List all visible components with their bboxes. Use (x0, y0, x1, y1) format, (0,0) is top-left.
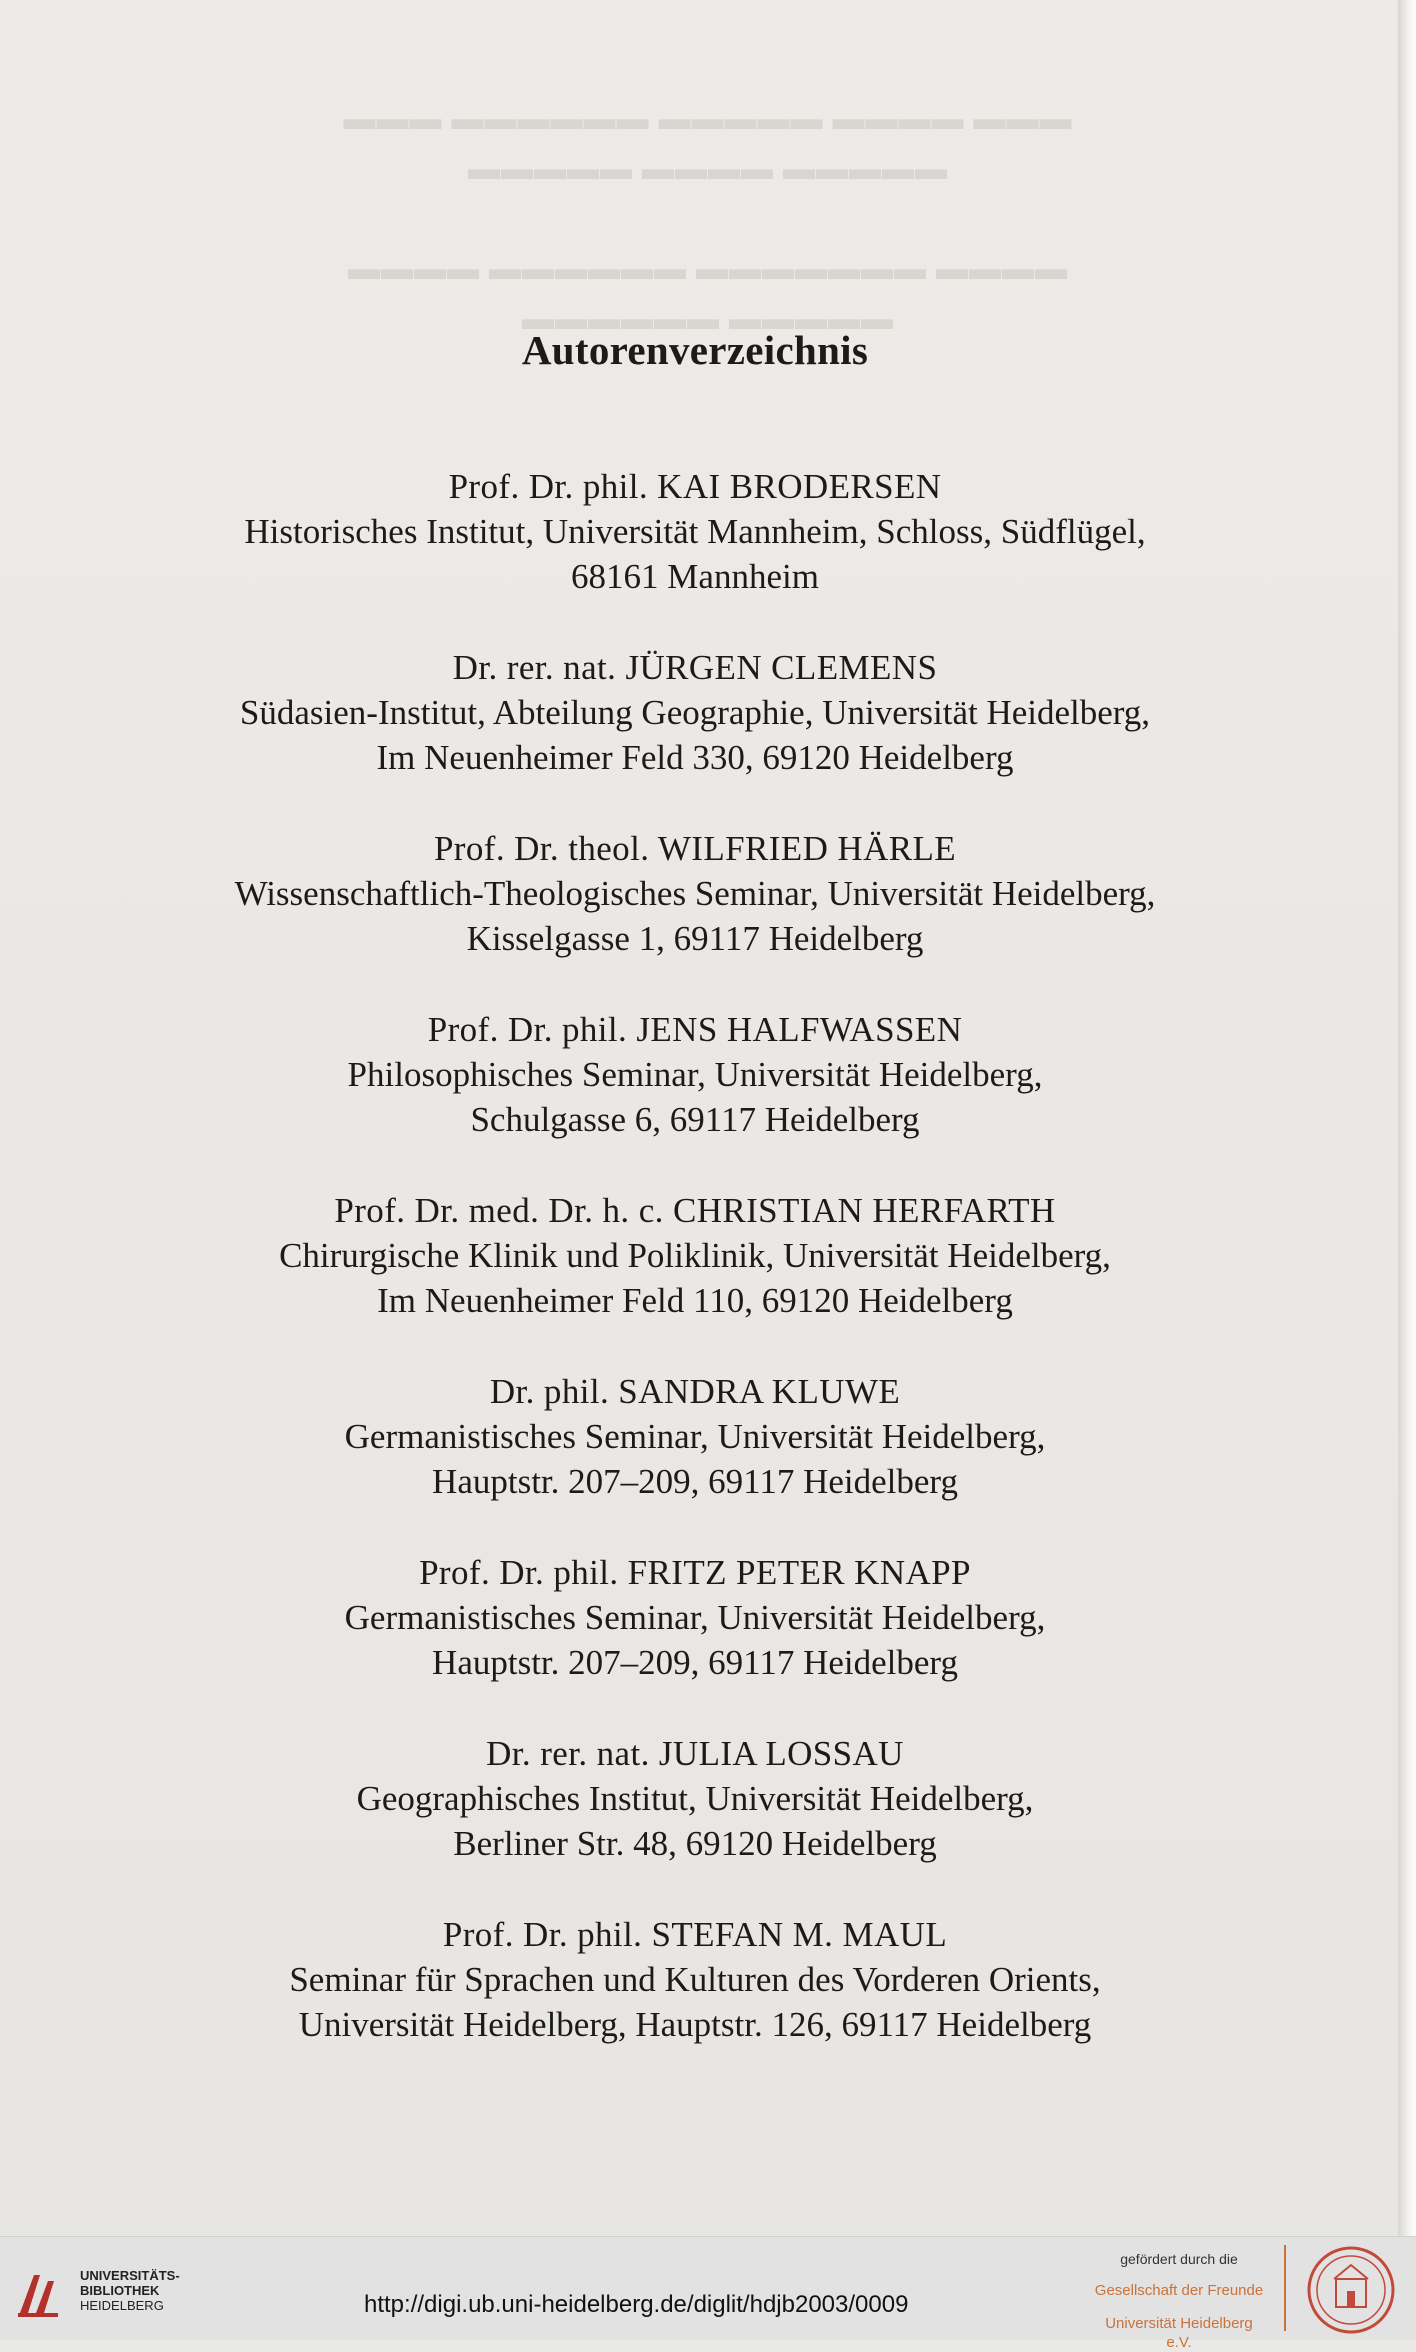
author-affiliation: Geographisches Institut, Universität Heidelberg, (356, 1779, 1034, 1818)
author-affiliation: Südasien-Institut, Abteilung Geographie, Universität Heidelberg, (239, 693, 1151, 732)
ub-heidelberg-logo-icon (14, 2267, 64, 2319)
author-name: Dr. rer. nat. JULIA LOSSAU (486, 1734, 904, 1773)
author-address: Universität Heidelberg, Hauptstr. 126, 69117 Heidelberg (298, 2005, 1092, 2044)
author-list (0, 464, 1390, 2093)
author-affiliation: Seminar für Sprachen und Kulturen des Vorderen Orients, (289, 1960, 1101, 1999)
library-name-line: BIBLIOTHEK (80, 2283, 160, 2298)
author-name: Prof. Dr. phil. KAI BRODERSEN (448, 467, 942, 506)
author-name: Dr. rer. nat. JÜRGEN CLEMENS (452, 648, 938, 687)
sponsor-org-line: Gesellschaft der Freunde (1094, 2282, 1264, 2299)
author-address: Im Neuenheimer Feld 110, 69120 Heidelberg (377, 1281, 1013, 1320)
library-name (80, 2268, 180, 2313)
author-entry (0, 1550, 1390, 1731)
page-edge (1398, 0, 1416, 2236)
author-entry (0, 1188, 1390, 1369)
page-title: Autorenverzeichnis (521, 327, 869, 373)
library-name-line: UNIVERSITÄTS- (80, 2268, 180, 2283)
author-name: Prof. Dr. phil. JENS HALFWASSEN (427, 1010, 963, 1049)
permalink-url[interactable]: http://digi.ub.uni-heidelberg.de/diglit/hdjb2003/0009 (364, 2291, 909, 2318)
author-affiliation: Wissenschaftlich-Theologisches Seminar, Universität Heidelberg, (234, 874, 1156, 913)
author-entry (0, 1912, 1390, 2093)
author-affiliation: Historisches Institut, Universität Mannheim, Schloss, Südflügel, (244, 512, 1146, 551)
sponsor-divider (1284, 2245, 1286, 2331)
author-entry (0, 1731, 1390, 1912)
author-name: Prof. Dr. med. Dr. h. c. CHRISTIAN HERFARTH (334, 1191, 1056, 1230)
sponsor-label: gefördert durch die (1120, 2251, 1238, 2267)
author-address: Schulgasse 6, 69117 Heidelberg (470, 1100, 920, 1139)
author-entry (0, 645, 1390, 826)
author-address: Berliner Str. 48, 69120 Heidelberg (453, 1824, 937, 1863)
author-affiliation: Philosophisches Seminar, Universität Heidelberg, (347, 1055, 1043, 1094)
author-entry (0, 1007, 1390, 1188)
author-address: Hauptstr. 207–209, 69117 Heidelberg (432, 1643, 958, 1682)
author-affiliation: Germanistisches Seminar, Universität Heidelberg, (344, 1598, 1046, 1637)
sponsor-org-line: Universität Heidelberg e.V. (1105, 2315, 1253, 2351)
author-address: Im Neuenheimer Feld 330, 69120 Heidelberg (376, 738, 1014, 777)
author-entry (0, 464, 1390, 645)
author-name: Prof. Dr. theol. WILFRIED HÄRLE (433, 829, 957, 868)
author-address: 68161 Mannheim (571, 557, 819, 596)
author-entry (0, 826, 1390, 1007)
author-address: Kisselgasse 1, 69117 Heidelberg (466, 919, 924, 958)
university-seal-icon (1306, 2245, 1396, 2335)
library-name-line: HEIDELBERG (80, 2298, 164, 2313)
show-through-bleed: ▬▬▬ ▬▬▬▬▬▬ ▬▬▬▬▬ ▬▬▬▬ ▬▬▬ ▬▬▬▬▬ ▬▬▬▬ ▬▬▬▬▬ ▬▬▬▬ ▬▬▬▬▬▬ ▬▬▬▬▬▬▬ ▬▬▬▬ ▬▬▬▬▬▬ ▬▬▬▬▬ (343, 100, 1073, 336)
author-affiliation: Germanistisches Seminar, Universität Heidelberg, (344, 1417, 1046, 1456)
author-name: Dr. phil. SANDRA KLUWE (489, 1372, 901, 1411)
author-name: Prof. Dr. phil. STEFAN M. MAUL (442, 1915, 948, 1954)
author-entry (0, 1369, 1390, 1550)
sponsor-block (1094, 2251, 1264, 2352)
digital-library-footer (0, 2236, 1416, 2351)
author-address: Hauptstr. 207–209, 69117 Heidelberg (432, 1462, 958, 1501)
author-affiliation: Chirurgische Klinik und Poliklinik, Universität Heidelberg, (279, 1236, 1111, 1275)
author-name: Prof. Dr. phil. FRITZ PETER KNAPP (419, 1553, 971, 1592)
